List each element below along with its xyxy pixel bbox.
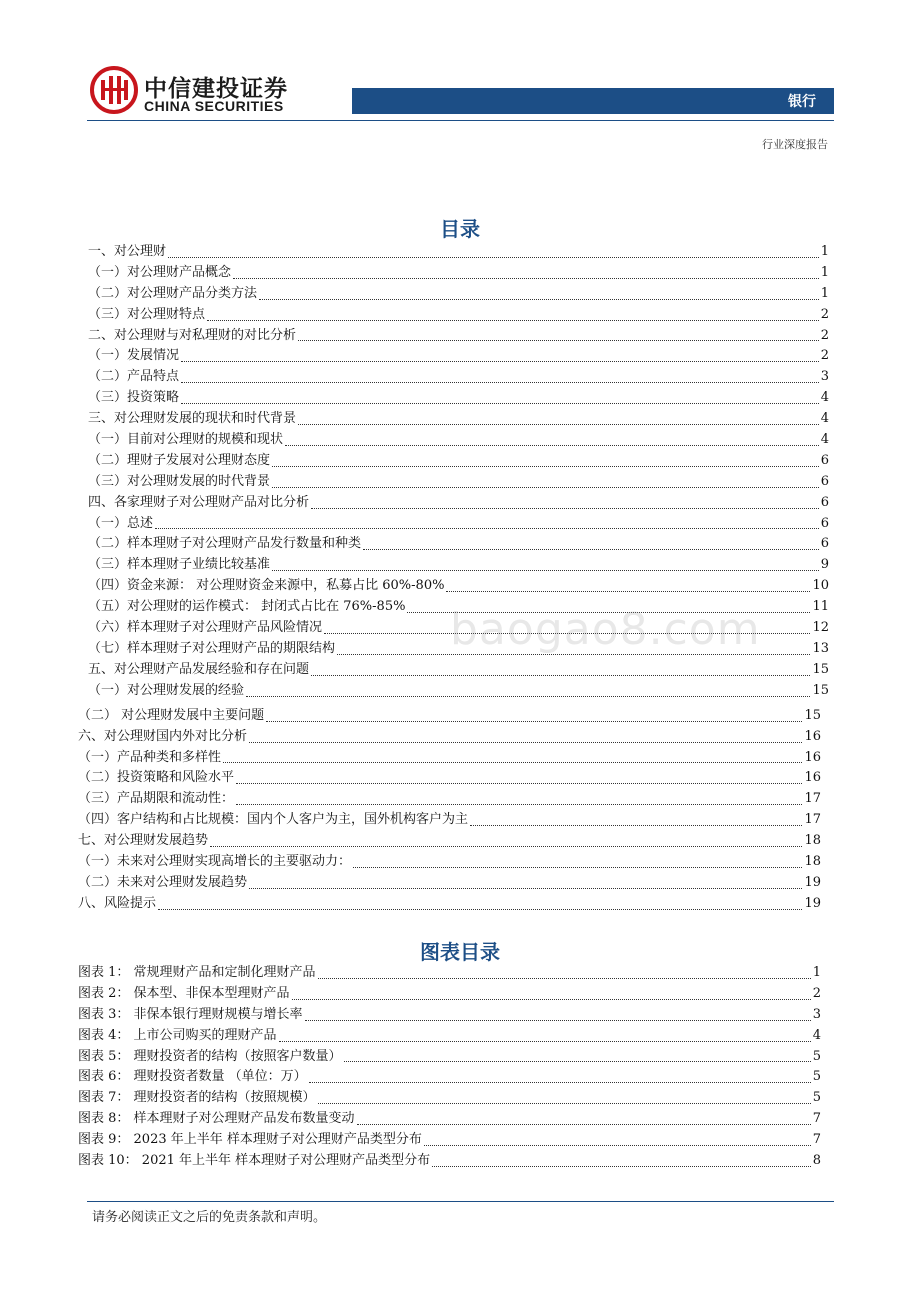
- figure-entry[interactable]: [78, 1005, 821, 1026]
- toc-entry-page: 17: [804, 791, 821, 807]
- toc-title: 目录: [440, 217, 480, 241]
- dot-leader: [181, 382, 819, 383]
- toc-entry[interactable]: [88, 534, 829, 555]
- toc-entry[interactable]: [78, 789, 821, 810]
- sector-label: 银行: [788, 94, 816, 110]
- toc-entry[interactable]: [88, 388, 829, 409]
- figure-entry-text: 图表 8： 样本理财子对公理财产品发布数量变动: [78, 1111, 355, 1127]
- dot-leader: [298, 424, 819, 425]
- figure-entry-page: 5: [812, 1090, 821, 1106]
- toc-entry-text: （二） 对公理财发展中主要问题: [78, 707, 265, 723]
- report-type: 行业深度报告: [762, 138, 828, 151]
- toc-entry-page: 4: [820, 390, 829, 406]
- dot-leader: [207, 320, 819, 321]
- toc-entry-page: 6: [820, 536, 829, 552]
- toc-entry[interactable]: [88, 326, 829, 347]
- toc-entry-text: （三）产品期限和流动性：: [78, 791, 235, 807]
- toc-entry-text: （六）样本理财子对公理财产品风险情况: [88, 620, 323, 636]
- toc-entry-text: 一、对公理财: [88, 243, 167, 259]
- toc-entry[interactable]: [88, 409, 829, 430]
- toc-entry-page: 6: [820, 473, 829, 489]
- dot-leader: [309, 1082, 811, 1083]
- toc-entry-text: （三）样本理财子业绩比较基准: [88, 557, 271, 573]
- toc-entry-text: （二）样本理财子对公理财产品发行数量和种类: [88, 536, 362, 552]
- toc-entry[interactable]: [78, 810, 821, 831]
- dot-leader: [236, 783, 802, 784]
- dot-leader: [249, 888, 802, 889]
- dot-leader: [249, 742, 802, 743]
- toc-entry[interactable]: [78, 831, 821, 852]
- dot-leader: [432, 1166, 811, 1167]
- toc-entry-text: （三）对公理财发展的时代背景: [88, 473, 271, 489]
- toc-entry[interactable]: [88, 493, 829, 514]
- figure-entry-text: 图表 5： 理财投资者的结构（按照客户数量）: [78, 1048, 342, 1064]
- toc-entry-text: （一）对公理财发展的经验: [88, 682, 245, 698]
- toc-entry[interactable]: [88, 472, 829, 493]
- toc-entry-text: （七）样本理财子对公理财产品的期限结构: [88, 640, 336, 656]
- toc-entry-text: 六、对公理财国内外对比分析: [78, 728, 248, 744]
- toc-entry-text: （四）资金来源： 对公理财资金来源中，私募占比 60%-80%: [88, 578, 445, 594]
- toc-entry[interactable]: [88, 284, 829, 305]
- toc-entry[interactable]: [78, 706, 821, 727]
- dot-leader: [223, 762, 802, 763]
- dot-leader: [344, 1061, 811, 1062]
- toc-entry[interactable]: [78, 873, 821, 894]
- brand-name-cn: 中信建投证券: [144, 76, 288, 102]
- toc-entry-page: 4: [820, 432, 829, 447]
- footer-divider: [87, 1201, 834, 1202]
- toc-entry-page: 6: [820, 452, 829, 468]
- toc-entry-page: 2: [820, 327, 829, 343]
- figure-entry-page: 4: [812, 1027, 821, 1043]
- toc-entry-page: 15: [812, 682, 829, 698]
- toc-entry[interactable]: [78, 768, 821, 789]
- toc-entry-text: 七、对公理财发展趋势: [78, 833, 209, 849]
- figure-entry-text: 图表 3： 非保本银行理财规模与增长率: [78, 1006, 303, 1022]
- figure-entry-page: 3: [812, 1006, 821, 1022]
- toc-entry[interactable]: [88, 555, 829, 576]
- dot-leader: [305, 1020, 811, 1021]
- toc-entry-text: 八、风险提示: [78, 895, 157, 911]
- toc-entry-page: 12: [812, 620, 829, 636]
- toc-entry-text: （二）未来对公理财发展趋势: [78, 874, 248, 890]
- figure-entry[interactable]: [78, 963, 821, 984]
- figure-entry[interactable]: [78, 1130, 821, 1151]
- dot-leader: [181, 403, 819, 404]
- toc-list-continued: [78, 706, 821, 915]
- toc-entry[interactable]: [78, 894, 821, 915]
- dot-leader: [272, 487, 819, 488]
- figure-entry-text: 图表 1： 常规理财产品和定制化理财产品: [78, 964, 316, 980]
- figure-entry[interactable]: [78, 1088, 821, 1109]
- dot-leader: [272, 466, 819, 467]
- toc-entry[interactable]: [88, 576, 829, 597]
- header-band: [352, 88, 834, 114]
- toc-entry-page: 6: [820, 515, 829, 531]
- dot-leader: [236, 804, 802, 805]
- toc-entry-text: （二）理财子发展对公理财态度: [88, 452, 271, 468]
- dot-leader: [446, 591, 810, 592]
- watermark: baogao8.com: [450, 604, 761, 655]
- toc-entry-page: 2: [820, 306, 829, 322]
- toc-entry-page: 17: [804, 812, 821, 828]
- figures-title: 图表目录: [420, 940, 500, 964]
- toc-entry[interactable]: [88, 430, 829, 451]
- dot-leader: [357, 1124, 811, 1125]
- dot-leader: [285, 445, 819, 446]
- figure-entry-text: 图表 10： 2021 年上半年 样本理财子对公理财产品类型分布: [78, 1153, 431, 1168]
- dot-leader: [292, 999, 811, 1000]
- china-securities-logo-icon: [90, 66, 138, 114]
- dot-leader: [424, 1145, 811, 1146]
- toc-entry-page: 15: [804, 707, 821, 723]
- toc-entry-text: （二）产品特点: [88, 369, 180, 385]
- dot-leader: [353, 867, 802, 868]
- toc-entry-page: 2: [820, 348, 829, 364]
- toc-entry-text: （一）总述: [88, 515, 154, 531]
- toc-entry[interactable]: [88, 346, 829, 367]
- figure-entry-page: 5: [812, 1069, 821, 1085]
- toc-entry-text: 二、对公理财与对私理财的对比分析: [88, 327, 297, 343]
- dot-leader: [311, 508, 819, 509]
- figures-list: [78, 963, 821, 1172]
- figure-entry-text: 图表 9： 2023 年上半年 样本理财子对公理财产品类型分布: [78, 1132, 422, 1148]
- dot-leader: [318, 1103, 811, 1104]
- toc-entry-text: （一）对公理财产品概念: [88, 264, 232, 280]
- toc-entry-page: 6: [820, 494, 829, 510]
- toc-entry[interactable]: [88, 263, 829, 284]
- figure-entry[interactable]: [78, 1109, 821, 1130]
- dot-leader: [363, 549, 819, 550]
- toc-entry[interactable]: [88, 305, 829, 326]
- toc-entry-text: （四）客户结构和占比规模：国内个人客户为主，国外机构客户为主: [78, 812, 469, 828]
- figure-entry-page: 7: [812, 1132, 821, 1148]
- dot-leader: [311, 675, 810, 676]
- figure-entry[interactable]: [78, 1047, 821, 1068]
- toc-entry-page: 19: [804, 874, 821, 890]
- dot-leader: [318, 978, 811, 979]
- toc-entry-text: 四、各家理财子对公理财产品对比分析: [88, 494, 310, 510]
- brand-name-en: CHINA SECURITIES: [144, 98, 284, 114]
- figure-entry-page: 5: [812, 1048, 821, 1064]
- toc-entry[interactable]: [78, 748, 821, 769]
- toc-entry-text: （一）目前对公理财的规模和现状: [88, 432, 284, 447]
- figure-entry[interactable]: [78, 1067, 821, 1088]
- toc-entry-page: 1: [820, 264, 829, 280]
- toc-entry[interactable]: [88, 367, 829, 388]
- toc-entry-text: （三）投资策略: [88, 390, 180, 406]
- figure-entry[interactable]: [78, 984, 821, 1005]
- toc-entry-text: 三、对公理财发展的现状和时代背景: [88, 411, 297, 427]
- toc-entry-text: （一）发展情况: [88, 348, 180, 364]
- figure-entry-text: 图表 7： 理财投资者的结构（按照规模）: [78, 1090, 316, 1106]
- toc-entry[interactable]: [78, 852, 821, 873]
- toc-entry-text: （二）对公理财产品分类方法: [88, 285, 258, 301]
- dot-leader: [155, 528, 819, 529]
- figure-entry-text: 图表 2： 保本型、非保本型理财产品: [78, 985, 290, 1001]
- toc-entry-text: （一）产品种类和多样性: [78, 749, 222, 765]
- figure-entry-text: 图表 4： 上市公司购买的理财产品: [78, 1027, 277, 1043]
- header-divider: [87, 120, 834, 121]
- dot-leader: [233, 278, 819, 279]
- toc-entry-page: 1: [820, 285, 829, 301]
- figure-entry-page: 1: [812, 964, 821, 980]
- toc-entry-page: 16: [804, 749, 821, 765]
- toc-entry[interactable]: [88, 660, 829, 681]
- toc-entry-text: （三）对公理财特点: [88, 306, 206, 322]
- toc-entry-page: 15: [812, 661, 829, 677]
- dot-leader: [181, 361, 819, 362]
- figure-entry-page: 2: [812, 985, 821, 1001]
- dot-leader: [210, 846, 802, 847]
- disclaimer: 请务必阅读正文之后的免责条款和声明。: [92, 1210, 327, 1225]
- toc-entry[interactable]: [78, 727, 821, 748]
- toc-entry[interactable]: [88, 242, 829, 263]
- dot-leader: [246, 696, 810, 697]
- figure-entry[interactable]: [78, 1026, 821, 1047]
- dot-leader: [272, 570, 819, 571]
- dot-leader: [298, 340, 819, 341]
- dot-leader: [168, 257, 819, 258]
- dot-leader: [279, 1041, 811, 1042]
- toc-entry-page: 13: [812, 640, 829, 656]
- toc-entry-text: （一）未来对公理财实现高增长的主要驱动力：: [78, 854, 352, 870]
- dot-leader: [266, 721, 802, 722]
- toc-entry-page: 3: [820, 369, 829, 385]
- toc-entry-page: 16: [804, 728, 821, 744]
- toc-entry-page: 11: [812, 599, 829, 615]
- toc-entry-text: 五、对公理财产品发展经验和存在问题: [88, 661, 310, 677]
- dot-leader: [470, 825, 802, 826]
- toc-entry-page: 18: [804, 854, 821, 870]
- dot-leader: [158, 909, 802, 910]
- figure-entry-page: 7: [812, 1111, 821, 1127]
- figure-entry-page: 8: [812, 1153, 821, 1168]
- toc-entry-page: 19: [804, 895, 821, 911]
- dot-leader: [259, 299, 819, 300]
- toc-entry-page: 4: [820, 411, 829, 427]
- toc-entry[interactable]: [88, 451, 829, 472]
- toc-entry-text: （五）对公理财的运作模式： 封闭式占比在 76%-85%: [88, 599, 406, 615]
- toc-entry-page: 18: [804, 833, 821, 849]
- toc-entry-page: 16: [804, 770, 821, 786]
- toc-entry[interactable]: [88, 514, 829, 535]
- figure-entry[interactable]: [78, 1151, 821, 1172]
- toc-entry-page: 10: [812, 578, 829, 594]
- figure-entry-text: 图表 6： 理财投资者数量 （单位：万）: [78, 1069, 307, 1085]
- toc-entry-page: 1: [820, 243, 829, 259]
- toc-entry-text: （二）投资策略和风险水平: [78, 770, 235, 786]
- toc-entry[interactable]: [88, 681, 829, 702]
- toc-entry-page: 9: [820, 557, 829, 573]
